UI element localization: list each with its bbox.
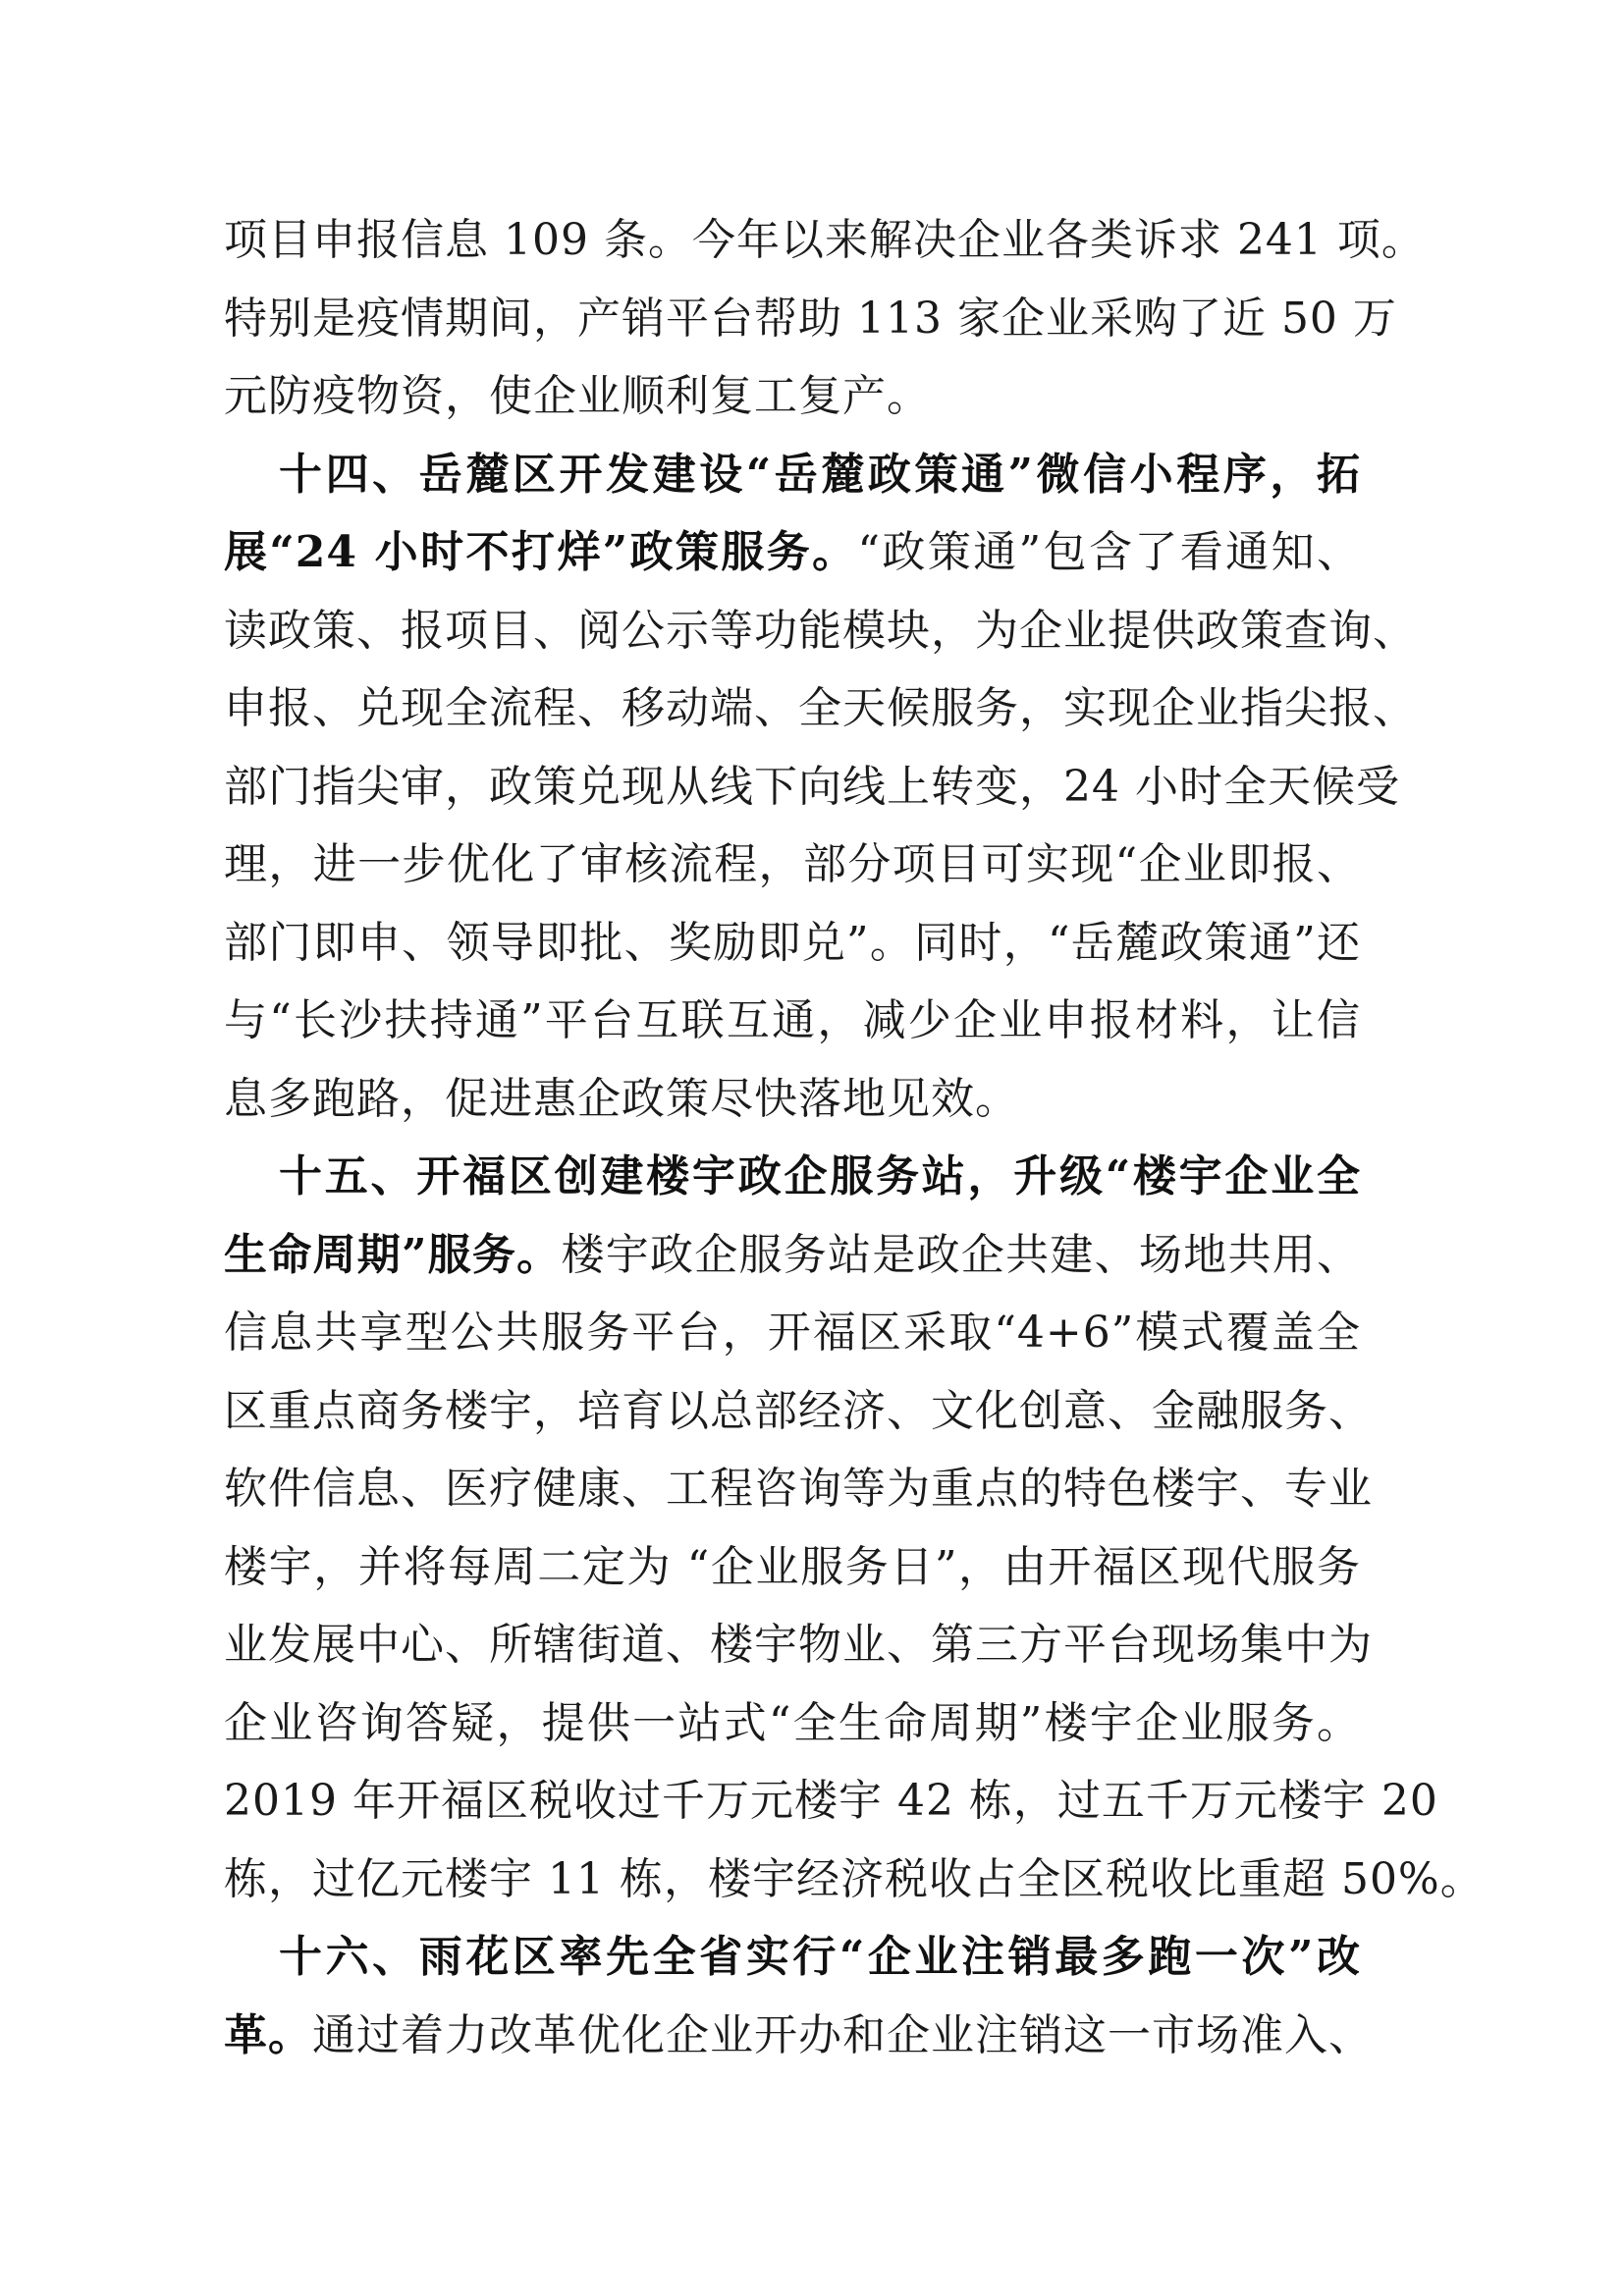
text-line (224, 1606, 1373, 1684)
text-line (279, 436, 1361, 514)
text-span: 楼宇政企服务站是政企共建、场地共用、 (561, 1229, 1361, 1280)
text-line (224, 1841, 1485, 1919)
text-line (224, 1997, 1373, 2075)
text-span: 息多跑路，促进惠企政策尽快落地见效。 (224, 1073, 1019, 1124)
bold-text: 十六、雨花区率先全省实行“企业注销最多跑一次”改 (279, 1932, 1361, 1982)
text-span: 申报、兑现全流程、移动端、全天候服务，实现企业指尖报、 (224, 683, 1417, 733)
text-span: 企业咨询答疑，提供一站式“全生命周期”楼宇企业服务。 (224, 1697, 1361, 1748)
text-line (224, 669, 1417, 748)
text-line (279, 1918, 1361, 1997)
text-line (224, 1528, 1361, 1607)
text-span: 项目申报信息 109 条。今年以来解决企业各类诉求 241 项。 (224, 215, 1426, 265)
text-line (224, 1372, 1373, 1451)
text-span: 通过着力改革优化企业开办和企业注销这一市场准入、 (312, 2009, 1373, 2060)
text-line (224, 826, 1361, 904)
text-span: 业发展中心、所辖街道、楼宇物业、第三方平台现场集中为 (224, 1620, 1373, 1670)
text-line (279, 1138, 1361, 1216)
text-line (224, 201, 1426, 280)
bold-text: 生命周期”服务。 (224, 1229, 562, 1280)
text-line (224, 1762, 1438, 1841)
text-line (224, 513, 1361, 592)
text-line (224, 592, 1417, 670)
text-span: 特别是疫情期间，产销平台帮助 113 家企业采购了近 50 万 (224, 293, 1397, 344)
text-line (224, 748, 1400, 827)
text-span: 理，进一步优化了审核流程，部分项目可实现“企业即报、 (224, 839, 1361, 889)
bold-text: 十五、开福区创建楼宇政企服务站，升级“楼宇企业全 (279, 1151, 1361, 1201)
text-span: 区重点商务楼宇，培育以总部经济、文化创意、金融服务、 (224, 1385, 1373, 1436)
text-span: 部门即申、领导即批、奖励即兑”。同时，“岳麓政策通”还 (224, 917, 1361, 968)
text-line (224, 1216, 1361, 1295)
text-span: 楼宇，并将每周二定为 “企业服务日”，由开福区现代服务 (224, 1541, 1361, 1592)
bold-text: 十四、岳麓区开发建设“岳麓政策通”微信小程序，拓 (279, 449, 1361, 500)
text-line (224, 1684, 1361, 1763)
text-line (224, 357, 1361, 436)
text-span: 部门指尖审，政策兑现从线下向线上转变，24 小时全天候受 (224, 761, 1400, 812)
text-span: 读政策、报项目、阅公示等功能模块，为企业提供政策查询、 (224, 605, 1417, 656)
text-span: 与“长沙扶持通”平台互联互通，减少企业申报材料，让信 (224, 995, 1361, 1045)
text-line (224, 1450, 1373, 1528)
text-line (224, 280, 1397, 358)
text-span: 信息共享型公共服务平台，开福区采取“4+6”模式覆盖全 (224, 1308, 1361, 1358)
text-span: “政策通”包含了看通知、 (857, 527, 1361, 577)
text-line (224, 1060, 1361, 1139)
text-span: 栋，过亿元楼宇 11 栋，楼宇经济税收占全区税收比重超 50%。 (224, 1853, 1485, 1904)
bold-text: 革。 (224, 2009, 312, 2060)
text-span: 软件信息、医疗健康、工程咨询等为重点的特色楼宇、专业 (224, 1464, 1373, 1514)
text-span: 2019 年开福区税收过千万元楼宇 42 栋，过五千万元楼宇 20 (224, 1776, 1438, 1826)
bold-text: 展“24 小时不打烊”政策服务。 (224, 527, 858, 577)
text-line (224, 1294, 1361, 1372)
text-span: 元防疫物资，使企业顺利复工复产。 (224, 371, 931, 421)
text-line (224, 982, 1361, 1060)
text-line (224, 904, 1361, 983)
